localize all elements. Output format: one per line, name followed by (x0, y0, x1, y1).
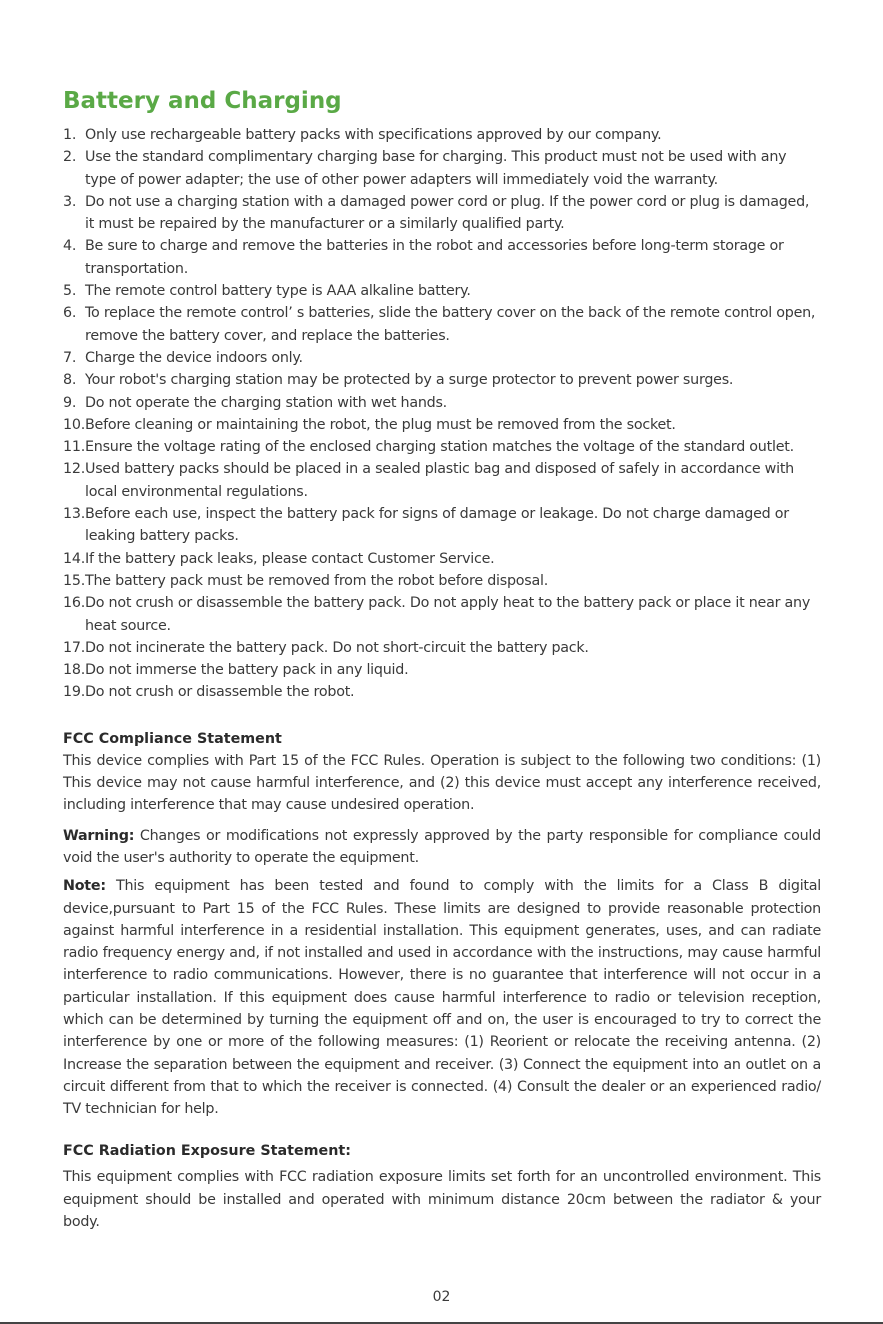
list-item (63, 369, 821, 391)
item-number: 1. (63, 127, 77, 143)
list-item (63, 436, 821, 458)
item-text: The battery pack must be removed from the robot before disposal. (85, 572, 549, 589)
item-number: 12. (63, 461, 85, 478)
list-item (63, 637, 821, 659)
item-text: Use the standard complimentary charging base for charging. This product must not be used with any type of power adapter; the use of other power adapters will immediately void the warranty. (85, 149, 787, 188)
item-number: 5. (63, 283, 77, 300)
item-text: The remote control battery type is AAA alkaline battery. (85, 283, 471, 300)
list-item (63, 592, 821, 637)
item-text: Be sure to charge and remove the batteries in the robot and accessories before long-term storage or transportation. (85, 238, 784, 277)
item-text: If the battery pack leaks, please contact Customer Service. (85, 550, 495, 567)
item-number: 2. (63, 149, 77, 166)
fcc-compliance-title: FCC Compliance Statement (63, 730, 282, 747)
item-text: To replace the remote control’ s batteries, slide the battery cover on the back of the remote control open, remove the battery cover, and replace the batteries. (85, 305, 816, 344)
list-item (63, 124, 821, 146)
item-text: Charge the device indoors only. (85, 349, 303, 366)
list-item (63, 347, 821, 369)
warning-label: Warning: (63, 827, 135, 844)
list-item (63, 235, 821, 280)
item-text: Do not crush or disassemble the robot. (85, 684, 355, 701)
warning-text: Changes or modifications not expressly approved by the party responsible for compliance could void the user's authority to operate the equipment. (63, 827, 821, 866)
item-number: 17. (63, 639, 85, 656)
list-item (63, 280, 821, 302)
item-text: Ensure the voltage rating of the enclosed charging station matches the voltage of the standard outlet. (85, 439, 794, 456)
list-item (63, 191, 821, 236)
item-text: Before cleaning or maintaining the robot, the plug must be removed from the socket. (85, 416, 676, 433)
list-item (63, 302, 821, 347)
item-number: 14. (63, 550, 85, 567)
list-item (63, 146, 821, 191)
list-item (63, 570, 821, 592)
item-number: 11. (63, 439, 85, 456)
item-text: Do not use a charging station with a damaged power cord or plug. If the power cord or plug is damaged, it must be repaired by the manufacturer or a similarly qualified party. (85, 193, 810, 233)
item-text: Only use rechargeable battery packs with specifications approved by our company. (85, 127, 662, 143)
list-item (63, 681, 821, 703)
item-number: 10. (63, 416, 85, 433)
note-label: Note: (63, 878, 106, 895)
list-item (63, 503, 821, 548)
list-item (63, 392, 821, 414)
item-number: 6. (63, 305, 77, 322)
item-text: Do not immerse the battery pack in any liquid. (85, 662, 409, 679)
item-number: 15. (63, 572, 85, 589)
item-number: 19. (63, 684, 85, 701)
warning-paragraph (63, 825, 821, 870)
item-number: 13. (63, 506, 85, 523)
list-item (63, 548, 821, 570)
item-text: Before each use, inspect the battery pack for signs of damage or leakage. Do not charge damaged or leaking battery packs. (85, 506, 789, 545)
section-title: Battery and Charging (63, 88, 342, 114)
note-text: This equipment has been tested and found to comply with the limits for a Class B digital device,pursuant to Part 15 of the FCC Rules. These limits are designed to provide reasonable protection against harmful interference in a residential installation. This equipment generates, uses, and can radiate radio frequency energy and, if not installed and used in accordance with the instructions, may cause harmful interference to radio communications. However, there is no guarantee that interference will not occur in a particular installation. If this equipment does cause harmful interference to radio or television reception, which can be determined by turning the equipment off and on, the user is encouraged to try to correct the interference by one or more of the following measures: (1) Reorient or relocate the receiving antenna. (2) Increase the separation between the equipment and receiver. (3) Connect the equipment into an outlet on a circuit different from that to which the receiver is connected. (4) Consult the dealer or an experienced radio/ TV technician for help. (63, 878, 821, 1118)
item-text: Do not operate the charging station with wet hands. (85, 394, 447, 411)
item-number: 9. (63, 394, 77, 411)
note-paragraph (63, 875, 821, 1120)
item-number: 3. (63, 193, 77, 210)
item-number: 7. (63, 349, 77, 366)
page-number: 02 (432, 1289, 451, 1305)
list-item (63, 659, 821, 681)
item-text: Used battery packs should be placed in a sealed plastic bag and disposed of safely in accordance with local environmental regulations. (85, 461, 794, 500)
radiation-title: FCC Radiation Exposure Statement: (63, 1143, 351, 1160)
item-number: 16. (63, 595, 85, 612)
item-number: 4. (63, 238, 77, 255)
document-page (63, 88, 821, 1233)
item-number: 8. (63, 372, 77, 389)
item-text: Do not incinerate the battery pack. Do not short-circuit the battery pack. (85, 639, 589, 656)
radiation-body: This equipment complies with FCC radiation exposure limits set forth for an uncontrolled environment. This equipment should be installed and operated with minimum distance 20cm between the radiator & your body. (63, 1169, 821, 1231)
item-number: 18. (63, 662, 85, 679)
item-text: Do not crush or disassemble the battery pack. Do not apply heat to the battery pack or place it near any heat source. (85, 595, 811, 634)
list-item (63, 458, 821, 503)
battery-rules-list (63, 124, 821, 704)
item-text: Your robot's charging station may be protected by a surge protector to prevent power surges. (85, 372, 734, 389)
fcc-compliance-body: This device complies with Part 15 of the FCC Rules. Operation is subject to the following two conditions: (1) This device may not cause harmful interference, and (2) this device must accept any interference received, including interference that may cause undesired operation. (63, 752, 821, 814)
list-item (63, 414, 821, 436)
